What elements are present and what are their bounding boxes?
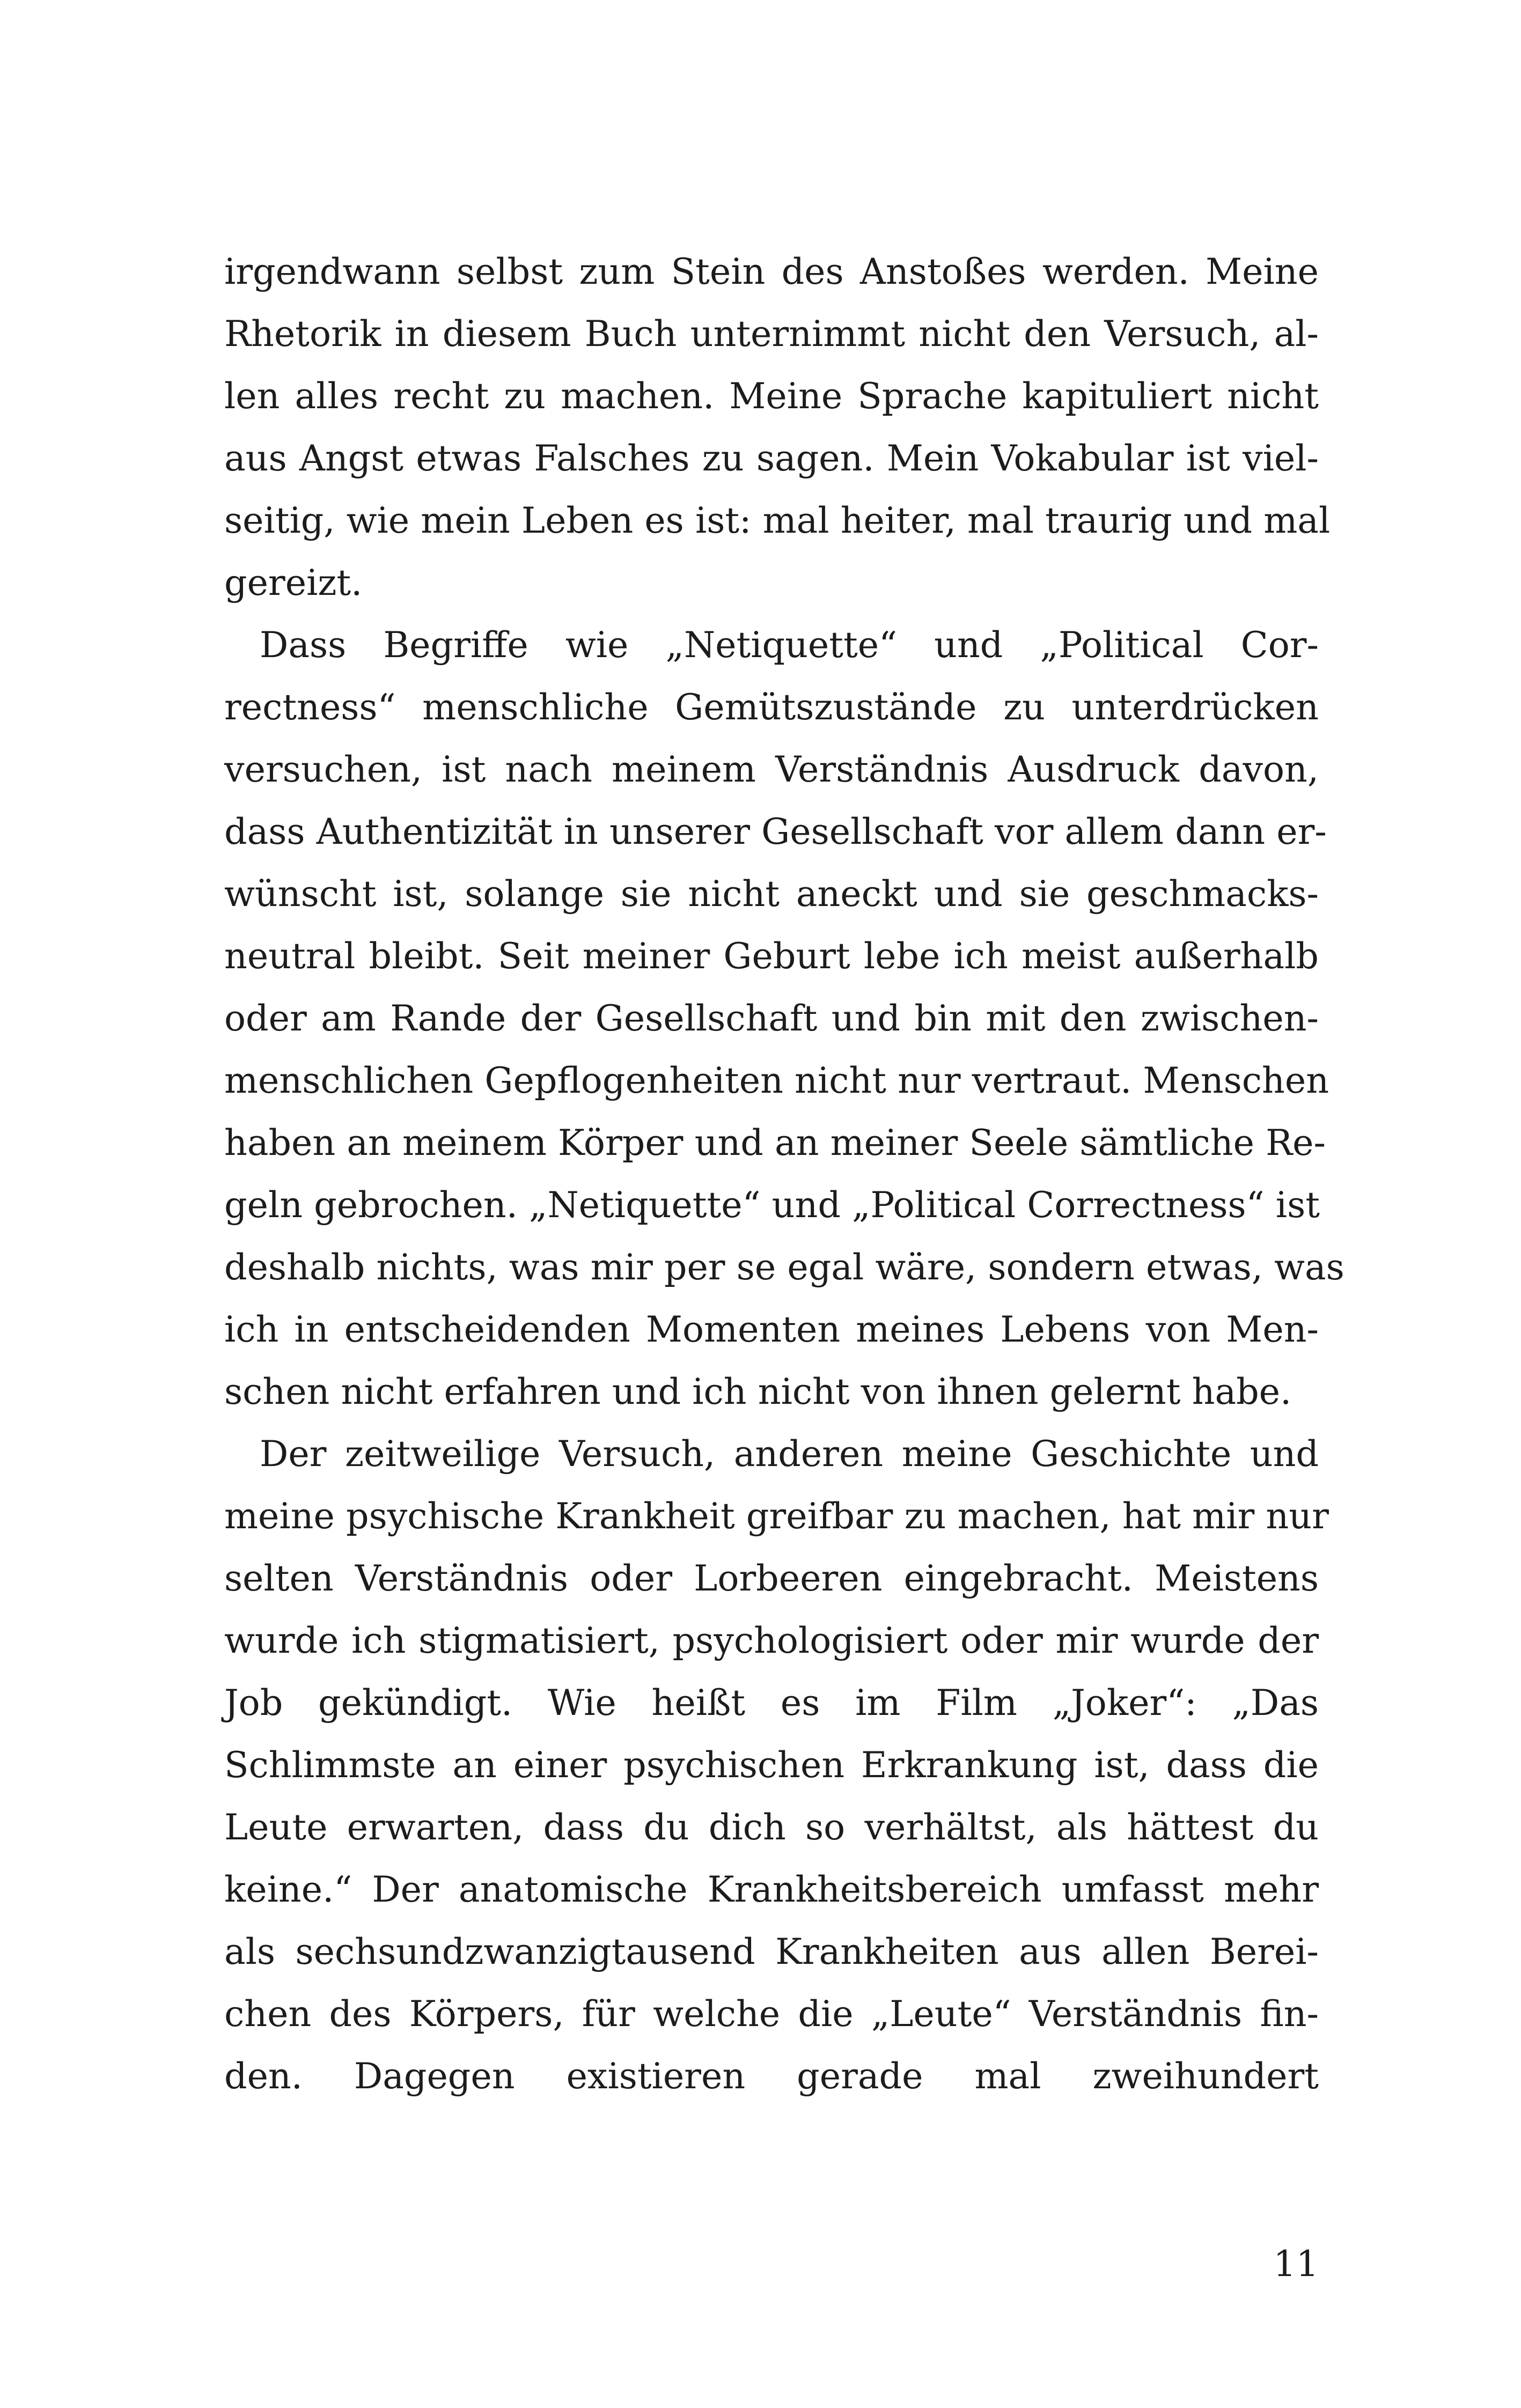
text-line: wünscht ist, solange sie nicht aneckt und sie geschmacks- (224, 873, 1319, 915)
text-line: aus Angst etwas Falsches zu sagen. Mein Vokabular ist viel- (224, 437, 1319, 479)
text-line: seitig, wie mein Leben es ist: mal heiter, mal traurig und mal (224, 499, 1331, 541)
text-line: als sechsundzwanzigtausend Krankheiten aus allen Berei- (224, 1931, 1319, 1972)
text-line: Schlimmste an einer psychischen Erkrankung ist, dass die (224, 1744, 1319, 1786)
paragraph (224, 614, 1344, 1423)
page-number: 11 (1273, 2243, 1319, 2285)
text-line: gereizt. (224, 562, 363, 603)
text-line: schen nicht erfahren und ich nicht von ihnen gelernt habe. (224, 1371, 1292, 1412)
paragraph (224, 1423, 1329, 2107)
body-text (224, 240, 1344, 2107)
text-line: Leute erwarten, dass du dich so verhältst, als hättest du (224, 1806, 1319, 1848)
text-line: haben an meinem Körper und an meiner Seele sämtliche Re- (224, 1122, 1326, 1164)
text-line: versuchen, ist nach meinem Verständnis Ausdruck davon, (224, 748, 1319, 790)
text-line: irgendwann selbst zum Stein des Anstoßes werden. Meine (224, 251, 1319, 292)
text-line: Dass Begriffe wie „Netiquette“ und „Political Cor- (260, 624, 1319, 666)
text-line: Rhetorik in diesem Buch unternimmt nicht den Versuch, al- (224, 313, 1319, 355)
text-line: neutral bleibt. Seit meiner Geburt lebe ich meist außerhalb (224, 935, 1319, 977)
text-line: oder am Rande der Gesellschaft und bin mit den zwischen- (224, 997, 1319, 1039)
text-line: den. Dagegen existieren gerade mal zweihundert (224, 2055, 1319, 2097)
text-line: len alles recht zu machen. Meine Sprache kapituliert nicht (224, 375, 1319, 417)
text-line: selten Verständnis oder Lorbeeren eingebracht. Meistens (224, 1557, 1319, 1599)
text-line: deshalb nichts, was mir per se egal wäre, sondern etwas, was (224, 1246, 1344, 1288)
text-line: ich in entscheidenden Momenten meines Lebens von Men- (224, 1308, 1319, 1350)
text-line: menschlichen Gepflogenheiten nicht nur vertraut. Menschen (224, 1059, 1329, 1101)
text-line: Job gekündigt. Wie heißt es im Film „Joker“: „Das (224, 1682, 1319, 1724)
text-line: geln gebrochen. „Netiquette“ und „Political Correctness“ ist (224, 1184, 1320, 1226)
text-line: keine.“ Der anatomische Krankheitsbereich umfasst mehr (224, 1868, 1319, 1910)
text-line: rectness“ menschliche Gemütszustände zu unterdrücken (224, 686, 1319, 728)
text-line: dass Authentizität in unserer Gesellschaft vor allem dann er- (224, 811, 1327, 852)
text-line: meine psychische Krankheit greifbar zu machen, hat mir nur (224, 1495, 1329, 1537)
text-line: Der zeitweilige Versuch, anderen meine Geschichte und (260, 1433, 1319, 1475)
text-line: wurde ich stigmatisiert, psychologisiert oder mir wurde der (224, 1619, 1319, 1661)
text-line: chen des Körpers, für welche die „Leute“ Verständnis fin- (224, 1993, 1319, 2035)
paragraph (224, 240, 1331, 614)
